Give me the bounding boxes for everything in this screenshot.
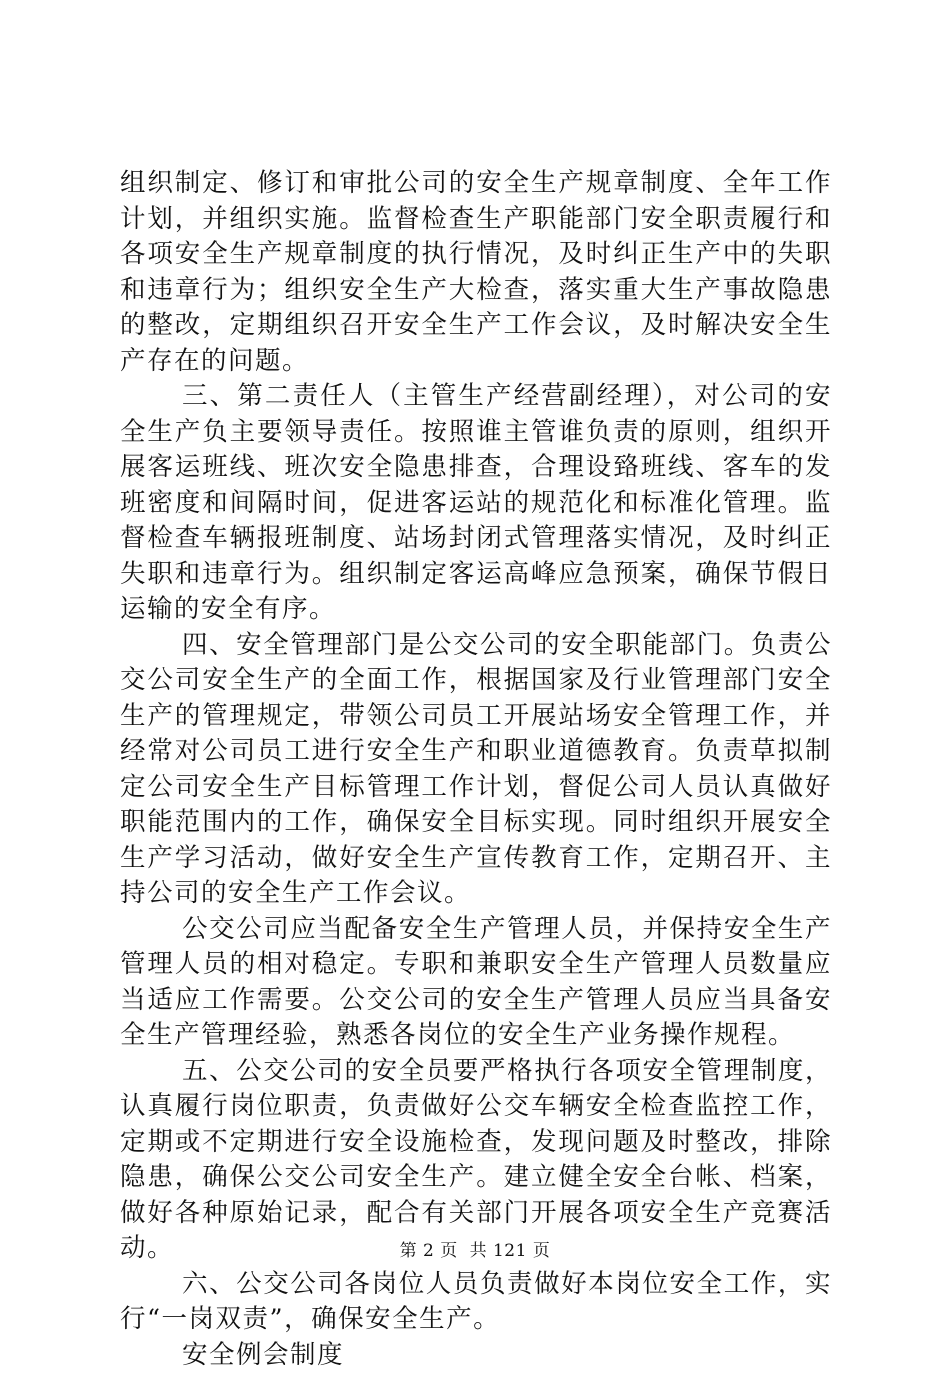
page-number-footer: 第 2 页 共 121 页 xyxy=(0,1240,950,1262)
document-body xyxy=(120,166,832,1373)
paragraph-second-responsible-person: 三、第二责任人（主管生产经营副经理），对公司的安全生产负主要领导责任。按照谁主管谁负责的原则，组织开展客运班线、班次安全隐患排查，合理设臵班线、客车的发班密度和间隔时间，促进客运站的规范化和标准化管理。监督检查车辆报班制度、站场封闭式管理落实情况，及时纠正失职和违章行为。组织制定客运高峰应急预案，确保节假日运输的安全有序。 xyxy=(120,379,832,628)
paragraph-safety-officer: 五、公交公司的安全员要严格执行各项安全管理制度，认真履行岗位职责，负责做好公交车辆安全检查监控工作，定期或不定期进行安全设施检查，发现问题及时整改，排除隐患，确保公交公司安全生产。建立健全安全台帐、档案，做好各种原始记录，配合有关部门开展各项安全生产竞赛活动。 xyxy=(120,1054,832,1267)
paragraph-all-positions: 六、公交公司各岗位人员负责做好本岗位安全工作，实行“一岗双责”，确保安全生产。 xyxy=(120,1267,832,1338)
paragraph-safety-management-department: 四、安全管理部门是公交公司的安全职能部门。负责公交公司安全生产的全面工作，根据国家及行业管理部门安全生产的管理规定，带领公司员工开展站场安全管理工作，并经常对公司员工进行安全生产和职业道德教育。负责草拟制定公司安全生产目标管理工作计划，督促公司人员认真做好职能范围内的工作，确保安全目标实现。同时组织开展安全生产学习活动，做好安全生产宣传教育工作，定期召开、主持公司的安全生产工作会议。 xyxy=(120,628,832,912)
paragraph-safety-management-staff: 公交公司应当配备安全生产管理人员，并保持安全生产管理人员的相对稳定。专职和兼职安全生产管理人员数量应当适应工作需要。公交公司的安全生产管理人员应当具备安全生产管理经验，熟悉各岗位的安全生产业务操作规程。 xyxy=(120,912,832,1054)
section-heading-safety-meeting: 安全例会制度 xyxy=(120,1338,832,1373)
paragraph-duties-continued: 组织制定、修订和审批公司的安全生产规章制度、全年工作计划，并组织实施。监督检查生产职能部门安全职责履行和各项安全生产规章制度的执行情况，及时纠正生产中的失职和违章行为；组织安全生产大检查，落实重大生产事故隐患的整改，定期组织召开安全生产工作会议，及时解决安全生产存在的问题。 xyxy=(120,166,832,379)
